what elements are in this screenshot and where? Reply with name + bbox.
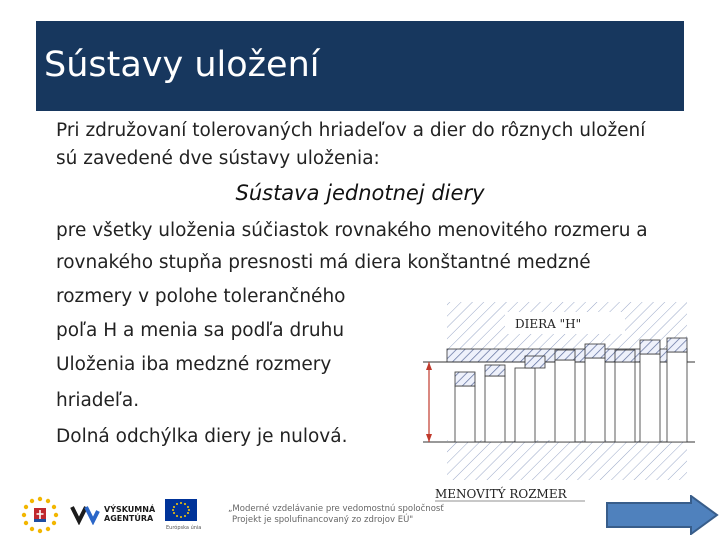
shaft bbox=[585, 358, 605, 442]
body-line: poľa H a menia sa podľa druhu bbox=[56, 320, 345, 341]
next-slide-arrow-icon[interactable] bbox=[605, 495, 720, 535]
lower-material-area bbox=[447, 440, 687, 480]
footer-text-line2: Projekt je spolufinancovaný zo zdrojov EÚ" bbox=[232, 515, 414, 525]
agency-name-line2: AGENTÚRA bbox=[104, 514, 154, 523]
agency-name bbox=[104, 505, 155, 523]
shaft-tolerance bbox=[667, 338, 687, 352]
shaft bbox=[555, 360, 575, 442]
body-line: rozmery v polohe tolerančného bbox=[56, 286, 346, 307]
eu-flag-icon bbox=[165, 499, 197, 523]
hole-basis-diagram bbox=[405, 290, 705, 508]
shaft-tolerance bbox=[555, 350, 575, 360]
intro-paragraph bbox=[56, 117, 686, 173]
section-subtitle: Sústava jednotnej diery bbox=[235, 181, 485, 205]
body-line: Uloženia iba medzné rozmery bbox=[56, 354, 332, 375]
eu-caption: Európska únia bbox=[166, 525, 202, 531]
footer-logos bbox=[10, 493, 444, 537]
intro-line-2: sú zavedené dve sústavy uloženia: bbox=[56, 148, 380, 169]
diagram-label-nominal: MENOVITÝ ROZMER bbox=[435, 487, 567, 501]
shaft-tolerance bbox=[485, 365, 505, 376]
intro-line-1: Pri združovaní tolerovaných hriadeľov a dier do rôznych uložení bbox=[56, 120, 646, 141]
shaft-tolerance bbox=[525, 356, 545, 368]
shaft-tolerance bbox=[455, 372, 475, 386]
shaft bbox=[667, 352, 687, 442]
slide-title: Sústavy uložení bbox=[44, 45, 320, 85]
research-agency-logo-icon bbox=[70, 503, 100, 525]
shaft bbox=[455, 386, 475, 442]
shaft-tolerance bbox=[640, 340, 660, 354]
body-line: rovnakého stupňa presnosti má diera konštantné medzné bbox=[56, 252, 591, 273]
body-line: pre všetky uloženia súčiastok rovnakého menovitého rozmeru a bbox=[56, 220, 648, 241]
shaft-tolerance bbox=[615, 350, 635, 362]
shaft bbox=[640, 354, 660, 442]
eu-stars-emblem-icon bbox=[20, 495, 60, 535]
body-line: Dolná odchýlka diery je nulová. bbox=[56, 426, 348, 447]
title-bar bbox=[36, 21, 684, 111]
shaft bbox=[485, 376, 505, 442]
agency-name-line1: VÝSKUMNÁ bbox=[104, 505, 156, 514]
body-line: hriadeľa. bbox=[56, 390, 140, 411]
diagram-label-hole: DIERA "H" bbox=[515, 317, 582, 331]
shaft-tolerance bbox=[585, 344, 605, 358]
footer-text-line1: „Moderné vzdelávanie pre vedomostnú spoločnosť bbox=[228, 504, 444, 514]
shaft bbox=[615, 362, 635, 442]
shaft bbox=[515, 368, 535, 442]
